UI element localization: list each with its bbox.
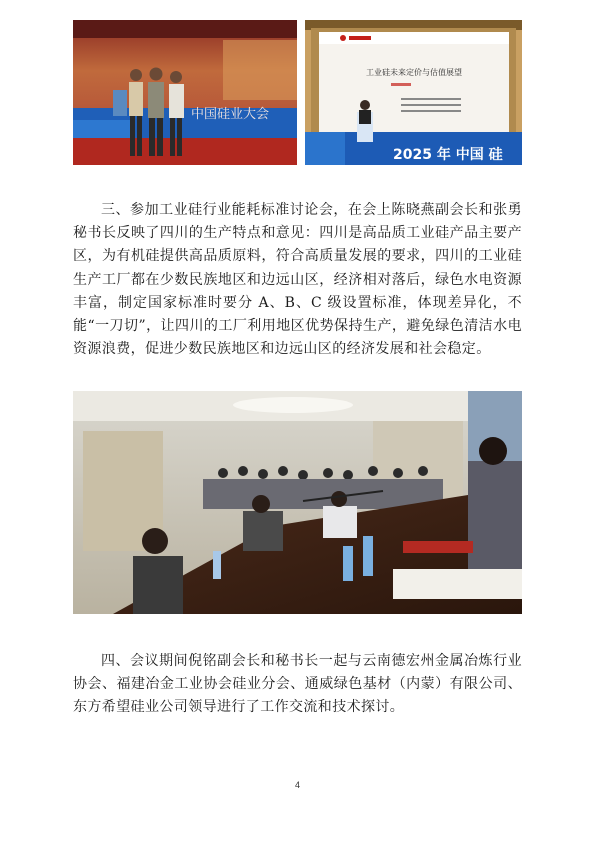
paragraph-3: 三、参加工业硅行业能耗标准讨论会，在会上陈晓燕副会长和张勇秘书长反映了四川的生产特点和意见：四川是高品质工业硅产品主要产区，为有机硅提供高品质原料，符合高质量发展的要求，四川的工业硅生产工厂都在少数民族地区和边远山区，经济相对落后，绿色水电资源丰富，制定国家标准时要分 A、B、C 级设置标准，体现差异化，不能“一刀切”，让四川的工厂利用地区优势保持生产，避免绿色清洁水电资源浪费，促进少数民族地区和边远山区的经济发展和社会稳定。 [73,202,522,358]
photo-meeting [73,391,522,614]
forum-group-image [73,20,297,165]
photo-forum-stage [305,20,522,165]
photo-forum-group [73,20,297,165]
page-number: 4 [294,780,300,790]
forum-stage-image [305,20,522,165]
stage-banner-text: 2025 年 中国 硅 [393,147,503,163]
paragraph-4: 四、会议期间倪铭副会长和秘书长一起与云南德宏州金属冶炼行业协会、福建冶金工业协会硅业分会、通威绿色基材（内蒙）有限公司、东方希望硅业公司领导进行了工作交流和技术探讨。 [73,653,522,716]
meeting-image [73,391,522,614]
forum-group-banner-text: 中国硅业大会 [191,107,270,122]
stage-screen-title: 工业硅未来定价与估值展望 [366,68,462,77]
